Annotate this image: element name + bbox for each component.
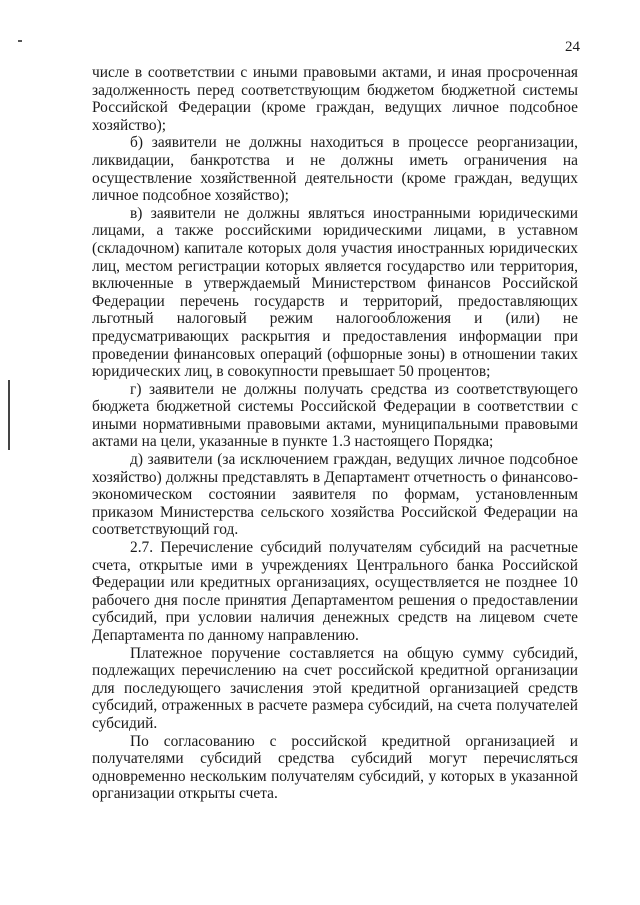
- paragraph: Платежное поручение составляется на общую сумму субсидий, подлежащих перечислению на счет российской кредитной организации для последующего зачисления этой кредитной организацией средств субсидий, отраженных в расчете размера субсидий, на счета получателей субсидий.: [92, 644, 578, 732]
- scan-mark: [18, 40, 22, 42]
- page-number: 24: [565, 39, 580, 55]
- document-body: [92, 64, 578, 803]
- paragraph: в) заявители не должны являться иностранными юридическими лицами, а также российскими юридическими лицами, в уставном (складочном) капитале которых доля участия иностранных юридических лиц, местом регистрации которых является государство или территория, включенные в утверждаемый Министерством финансов Российской Федерации перечень государств и территорий, предоставляющих льготный налоговый режим налогообложения и (или) не предусматривающих раскрытия и предоставления информации при проведении финансовых операций (офшорные зоны) в отношении таких юридических лиц, в совокупности превышает 50 процентов;: [92, 204, 578, 381]
- paragraph: д) заявители (за исключением граждан, ведущих личное подсобное хозяйство) должны представлять в Департамент отчетность о финансово-экономическом состоянии заявителя по формам, установленным приказом Министерства сельского хозяйства Российской Федерации на соответствующий год.: [92, 451, 578, 539]
- margin-line: [8, 380, 10, 450]
- paragraph: г) заявители не должны получать средства из соответствующего бюджета бюджетной системы Российской Федерации в соответствии с иными нормативными правовыми актами, муниципальными правовыми актами на цели, указанные в пункте 1.3 настоящего Порядка;: [92, 380, 578, 451]
- paragraph: По согласованию с российской кредитной организацией и получателями субсидий средства субсидий могут перечисляться одновременно нескольким получателям субсидий, у которых в указанной организации открыты счета.: [92, 732, 578, 803]
- paragraph: 2.7. Перечисление субсидий получателям субсидий на расчетные счета, открытые ими в учреждениях Центрального банка Российской Федерации или кредитных организациях, осуществляется не позднее 10 рабочего дня после принятия Департаментом решения о предоставлении субсидий, при условии наличия денежных средств на лицевом счете Департамента по данному направлению.: [92, 539, 578, 644]
- paragraph: числе в соответствии с иными правовыми актами, и иная просроченная задолженность перед соответствующим бюджетом бюджетной системы Российской Федерации (кроме граждан, ведущих личное подсобное хозяйство);: [92, 64, 578, 134]
- paragraph: б) заявители не должны находиться в процессе реорганизации, ликвидации, банкротства и не должны иметь ограничения на осуществление хозяйственной деятельности (кроме граждан, ведущих личное подсобное хозяйство);: [92, 134, 578, 205]
